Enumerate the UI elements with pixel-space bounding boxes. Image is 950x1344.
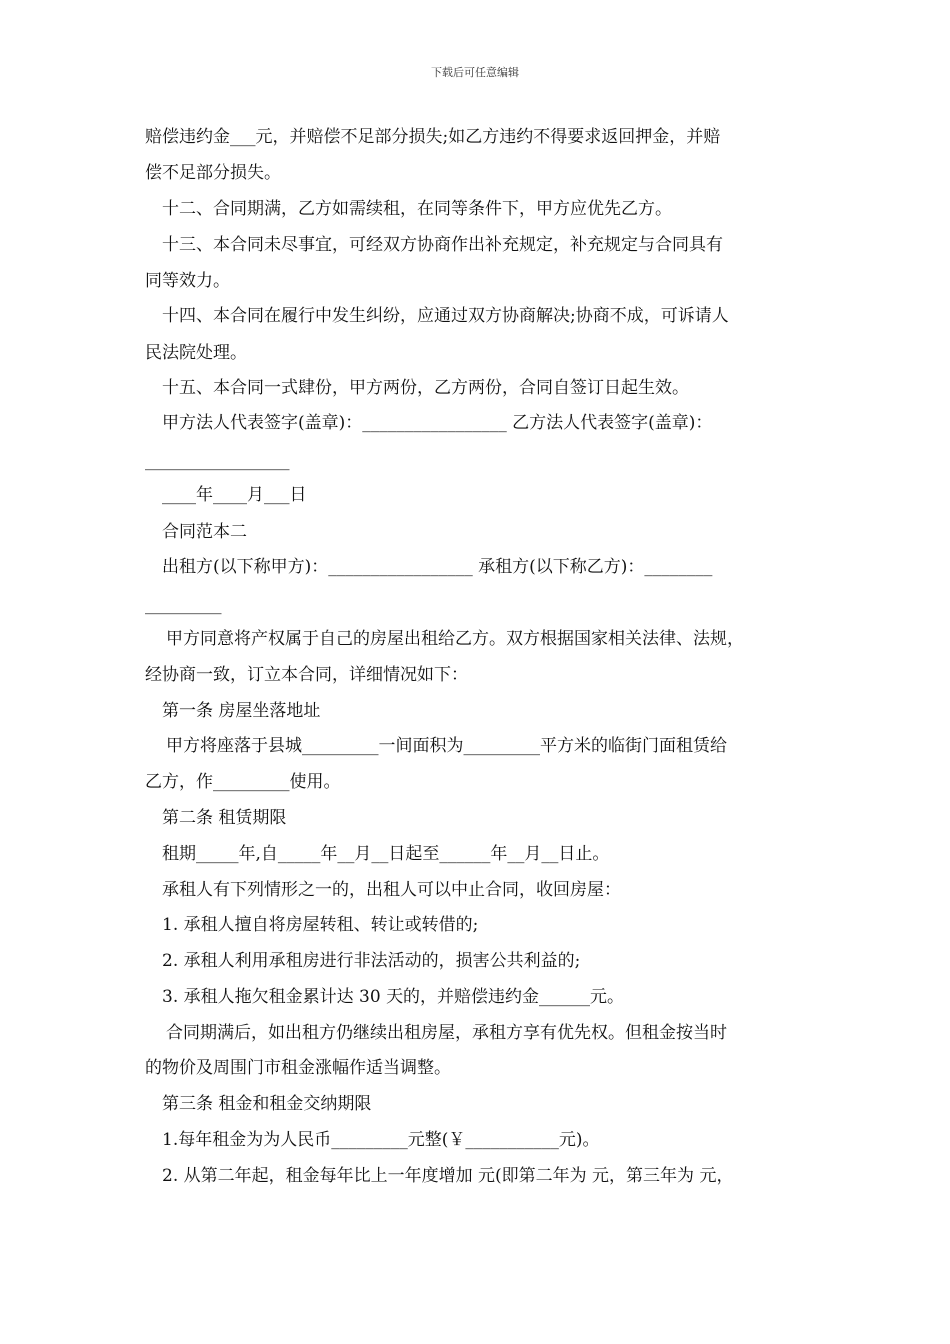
text-line: 同等效力。: [145, 271, 230, 291]
clause-15: 十五、本合同一式肆份，甲方两份，乙方两份，合同自签订日起生效。: [162, 378, 689, 398]
section-title: 合同范本二: [162, 522, 247, 542]
list-item: 1. 承租人擅自将房屋转租、转让或转借的;: [162, 915, 479, 935]
text-line: 甲方将座落于县城_________一间面积为_________平方米的临街门面租赁给: [166, 736, 727, 756]
page-header: 下载后可任意编辑: [431, 66, 519, 79]
clause-14: 十四、本合同在履行中发生纠纷，应通过双方协商解决;协商不成，可诉请人: [162, 306, 729, 326]
text-line: 经协商一致，订立本合同，详细情况如下：: [145, 665, 468, 685]
text-line: 甲方同意将产权属于自己的房屋出租给乙方。双方根据国家相关法律、法规，: [166, 629, 744, 649]
text-line: 乙方，作_________使用。: [145, 772, 341, 792]
clause-12: 十二、合同期满，乙方如需续租，在同等条件下，甲方应优先乙方。: [162, 199, 672, 219]
text-line: 偿不足部分损失。: [145, 163, 281, 183]
text-line: 的物价及周围门市租金涨幅作适当调整。: [145, 1058, 451, 1078]
article-heading: 第二条 租赁期限: [162, 808, 287, 828]
signature-blank: _________________: [145, 451, 290, 471]
text-line: 民法院处理。: [145, 343, 247, 363]
parties-line: 出租方(以下称甲方)：_________________ 承租方(以下称乙方)：________: [162, 557, 713, 577]
list-item: 2. 从第二年起，租金每年比上一年度增加 元(即第二年为 元，第三年为 元，: [162, 1166, 734, 1186]
text-line: 承租人有下列情形之一的，出租人可以中止合同，收回房屋：: [162, 880, 621, 900]
article-heading: 第三条 租金和租金交纳期限: [162, 1094, 372, 1114]
list-item: 2. 承租人利用承租房进行非法活动的，损害公共利益的;: [162, 951, 581, 971]
date-line: ____年____月___日: [162, 485, 307, 505]
clause-13: 十三、本合同未尽事宜，可经双方协商作出补充规定，补充规定与合同具有: [162, 235, 723, 255]
text-line: 租期_____年,自_____年__月__日起至______年__月__日止。: [162, 844, 610, 864]
text-line: 赔偿违约金___元，并赔偿不足部分损失;如乙方违约不得要求返回押金，并赔: [145, 127, 721, 147]
signature-line: 甲方法人代表签字(盖章)：_________________ 乙方法人代表签字(盖章)：: [162, 413, 713, 433]
text-line: 合同期满后，如出租方仍继续出租房屋，承租方享有优先权。但租金按当时: [166, 1023, 727, 1043]
list-item: 1.每年租金为为人民币_________元整(￥___________元)。: [162, 1130, 600, 1150]
article-heading: 第一条 房屋坐落地址: [162, 701, 321, 721]
list-item: 3. 承租人拖欠租金累计达 30 天的，并赔偿违约金______元。: [162, 987, 625, 1007]
parties-blank: _________: [145, 595, 222, 615]
